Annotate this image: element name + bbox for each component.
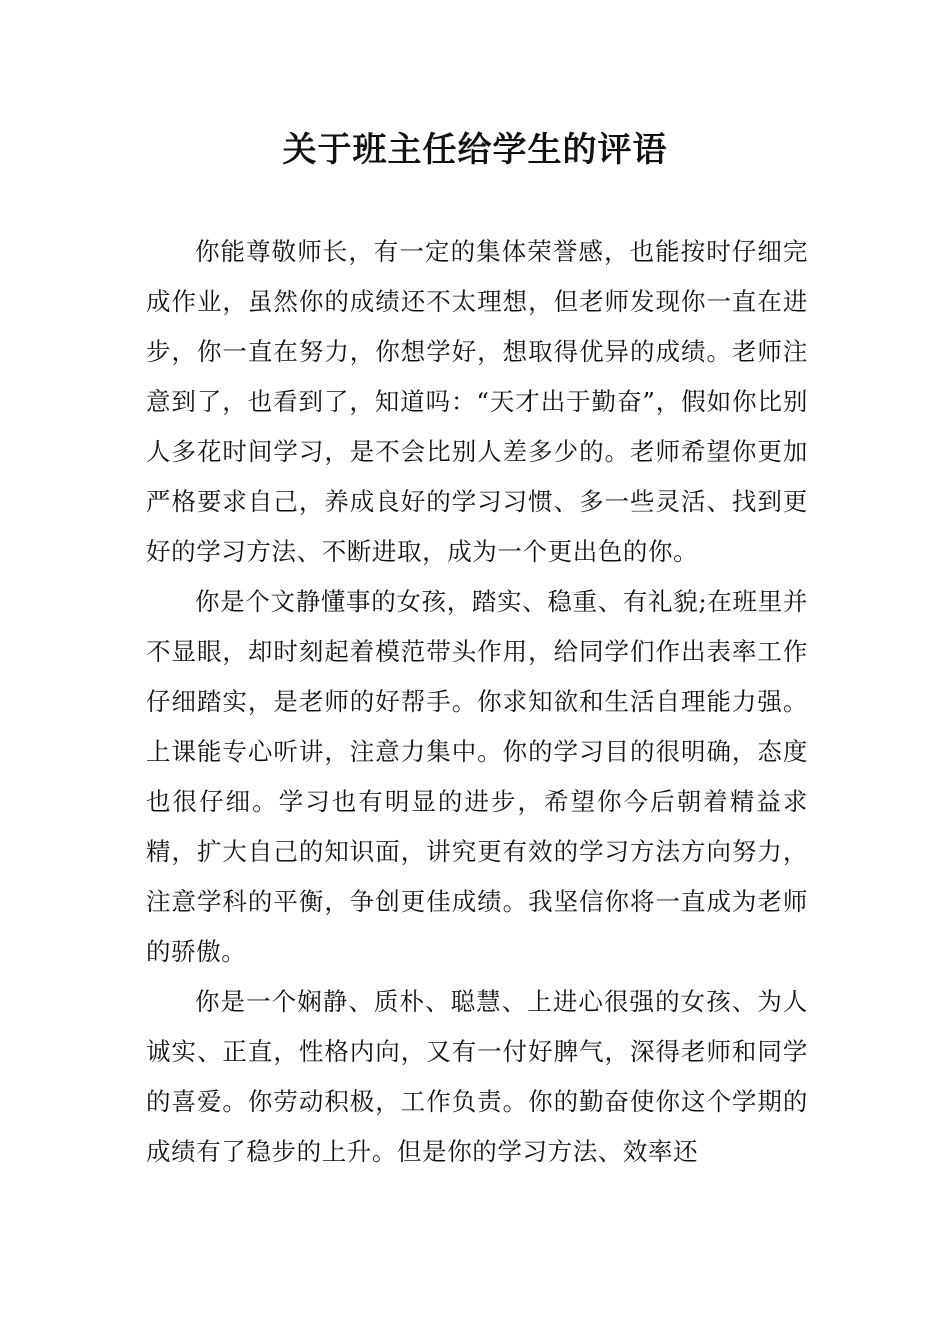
paragraph-3: 你是一个娴静、质朴、聪慧、上进心很强的女孩、为人诚实、正直，性格内向，又有一付好脾气，深得老师和同学的喜爱。你劳动积极，工作负责。你的勤奋使你这个学期的成绩有了稳步的上升。但是你的学习方法、效率还 [146, 987, 808, 1166]
paragraph-2: 你是个文静懂事的女孩，踏实、稳重、有礼貌;在班里并不显眼，却时刻起着模范带头作用，给同学们作出表率工作仔细踏实，是老师的好帮手。你求知欲和生活自理能力强。上课能专心听讲，注意力集中。你的学习目的很明确，态度也很仔细。学习也有明显的进步，希望你今后朝着精益求精，扩大自己的知识面，讲究更有效的学习方法方向努力，注意学科的平衡，争创更佳成绩。我坚信你将一直成为老师的骄傲。 [146, 587, 808, 966]
paragraph-1: 你能尊敬师长，有一定的集体荣誉感，也能按时仔细完成作业，虽然你的成绩还不太理想，但老师发现你一直在进步，你一直在努力，你想学好，想取得优异的成绩。老师注意到了，也看到了，知道吗：“天才出于勤奋”，假如你比别人多花时间学习，是不会比别人差多少的。老师希望你更加严格要求自己，养成良好的学习习惯、多一些灵活、找到更好的学习方法、不断进取，成为一个更出色的你。 [146, 237, 808, 566]
document-title: 关于班主任给学生的评语 [282, 130, 668, 170]
document-body [146, 227, 808, 1177]
